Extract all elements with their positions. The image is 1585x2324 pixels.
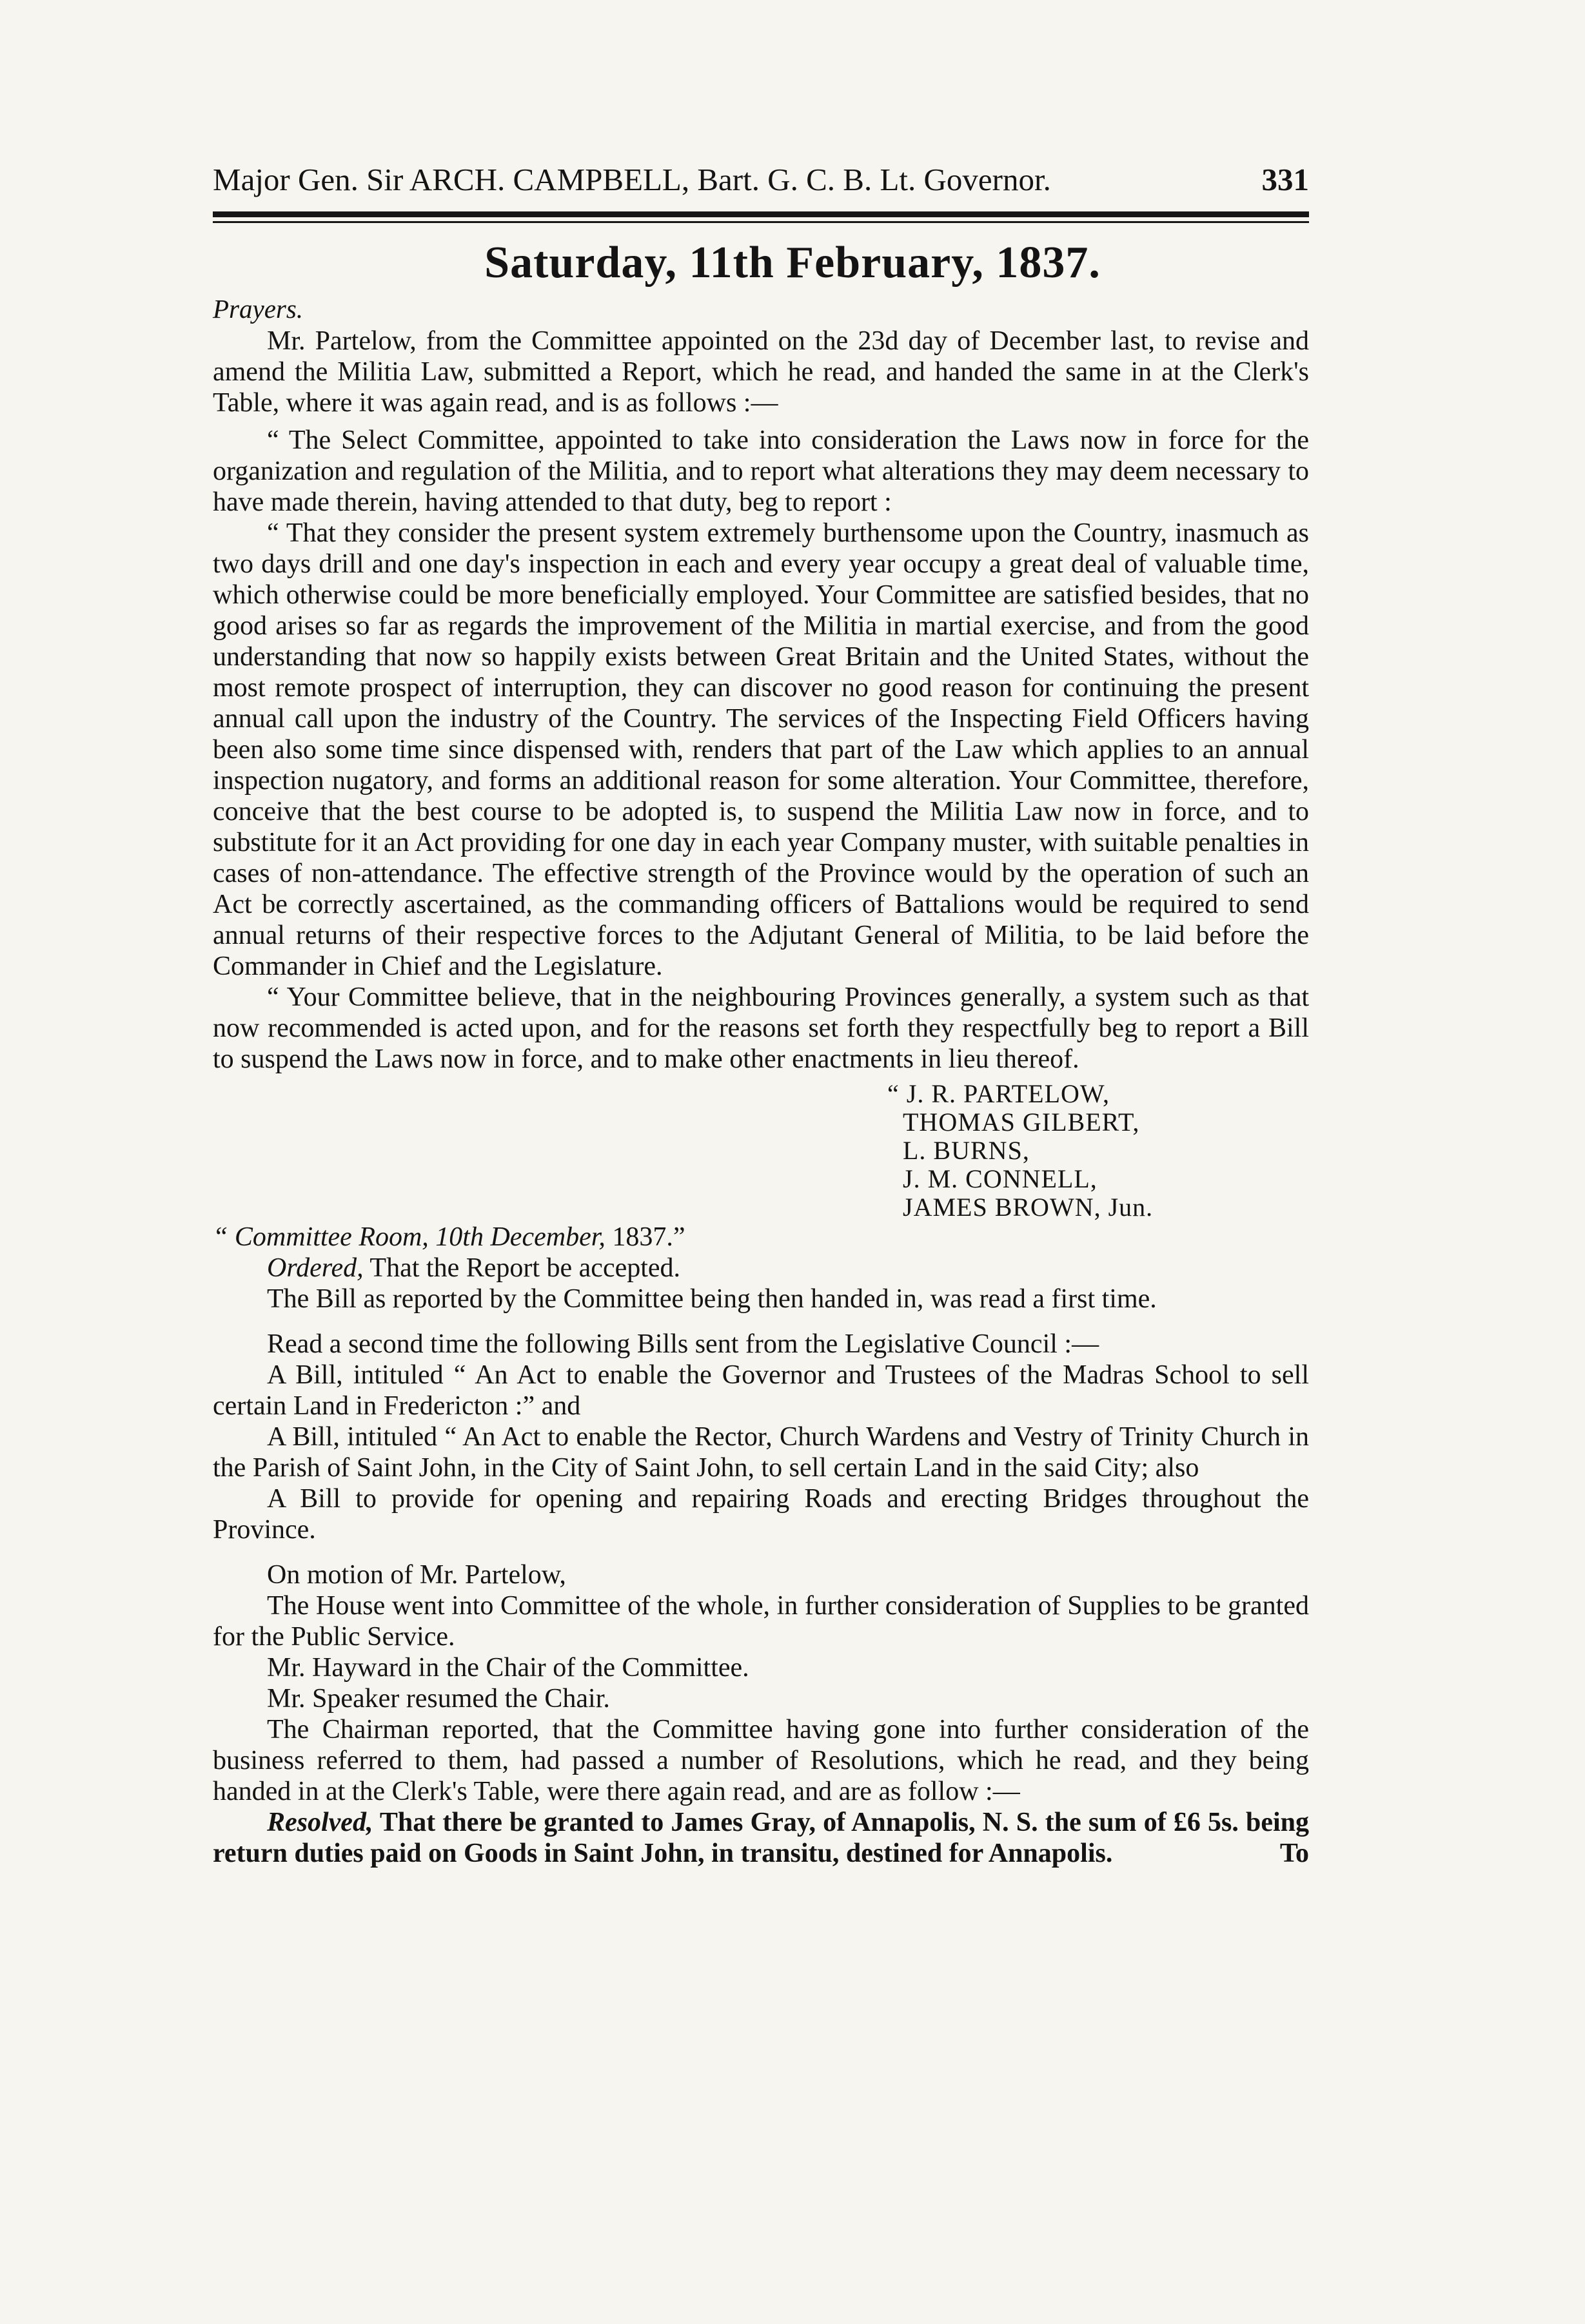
body-text: [213, 326, 1309, 1869]
paragraph-bill-trinity-church: A Bill, intituled “ An Act to enable the Rector, Church Wardens and Vestry of Trinity Church in the Parish of Saint John, in the City of Saint John, to sell certain Land in the said City; also: [213, 1422, 1309, 1483]
signature-block: [887, 1079, 1309, 1222]
signature-line: “ J. R. PARTELOW,: [887, 1079, 1110, 1108]
signature-line: L. BURNS,: [903, 1136, 1030, 1165]
signature-line: JAMES BROWN, Jun.: [903, 1193, 1154, 1222]
committee-room-dateline: [213, 1222, 1309, 1253]
paragraph-report-intro: Mr. Partelow, from the Committee appointed on the 23d day of December last, to revise and amend the Militia Law, submitted a Report, which he read, and handed the same in at the Clerk's Table, where it was again read, and is as follows :—: [213, 326, 1309, 418]
paragraph-resolved: [213, 1807, 1309, 1869]
running-head: [213, 161, 1309, 198]
running-head-title: Major Gen. Sir ARCH. CAMPBELL, Bart. G. C. B. Lt. Governor.: [213, 162, 1051, 197]
date-heading: Saturday, 11th February, 1837.: [484, 238, 1101, 288]
paragraph-ordered: [213, 1253, 1309, 1284]
paragraph-first-reading: The Bill as reported by the Committee being then handed in, was read a first time.: [267, 1284, 1157, 1314]
paragraph-bill-madras-school: A Bill, intituled “ An Act to enable the Governor and Trustees of the Madras School to sell certain Land in Fredericton :” and: [213, 1360, 1309, 1421]
paragraph-bill-roads-bridges: A Bill to provide for opening and repairing Roads and erecting Bridges throughout the Province.: [213, 1484, 1309, 1545]
catchword: To: [1279, 1839, 1309, 1868]
header-rule-thick: [213, 211, 1309, 217]
paragraph-select-committee: “ The Select Committee, appointed to take into consideration the Laws now in force for the organization and regulation of the Militia, and to report what alterations they may deem necessary to have made therein, having attended to that duty, beg to report :: [213, 425, 1309, 517]
paragraph-second-reading: Read a second time the following Bills sent from the Legislative Council :—: [267, 1329, 1099, 1359]
paragraph-committee-findings: “ That they consider the present system extremely burthensome upon the Country, inasmuch as two days drill and one day's inspection in each and every year occupy a great deal of valuable time, which otherwise could be more beneficially employed. Your Committee are satisfied besides, that no good arises so far as regards the improvement of the Militia in martial exercise, and from the good understanding that now so happily exists between Great Britain and the United States, without the most remote prospect of interruption, they can discover no good reason for continuing the present annual call upon the industry of the Country. The services of the Inspecting Field Officers having been also some time since dispensed with, renders that part of the Law which applies to an annual inspection nugatory, and forms an additional reason for some alteration. Your Committee, therefore, conceive that the best course to be adopted is, to suspend the Militia Law now in force, and to substitute for it an Act providing for one day in each year Company muster, with suitable penalties in cases of non-attendance. The effective strength of the Province would by the operation of such an Act be correctly ascertained, as the commanding officers of Battalions would be required to send annual returns of their respective forces to the Adjutant General of Militia, to be laid before the Commander in Chief and the Legislature.: [213, 518, 1309, 981]
header-rule-thin: [213, 221, 1309, 223]
resolved-text: That there be granted to James Gray, of Annapolis, N. S. the sum of £6 5s. being return duties paid on Goods in Saint John, in transitu, destined for Annapolis.: [213, 1808, 1309, 1868]
page-number: 331: [1261, 162, 1309, 197]
resolved-lead: Resolved,: [267, 1808, 373, 1837]
committee-room-place: “ Committee Room, 10th December,: [213, 1222, 605, 1252]
committee-room-year: 1837.”: [605, 1222, 685, 1252]
signature-line: THOMAS GILBERT,: [903, 1108, 1140, 1137]
paragraph-motion: On motion of Mr. Partelow,: [267, 1560, 566, 1590]
paragraph-committee-whole: The House went into Committee of the whole, in further consideration of Supplies to be granted for the Public Service.: [213, 1591, 1309, 1652]
paragraph-chair: Mr. Hayward in the Chair of the Committee.: [267, 1653, 749, 1683]
signature-line: J. M. CONNELL,: [903, 1164, 1098, 1193]
paragraph-committee-recommendation: “ Your Committee believe, that in the neighbouring Provinces generally, a system such as that now recommended is acted upon, and for the reasons set forth they respectfully beg to report a Bill to suspend the Laws now in force, and to make other enactments in lieu thereof.: [213, 982, 1309, 1074]
ordered-lead: Ordered,: [267, 1253, 364, 1283]
margin-note: Prayers.: [213, 294, 304, 324]
ordered-text: That the Report be accepted.: [363, 1253, 681, 1283]
paragraph-speaker: Mr. Speaker resumed the Chair.: [267, 1684, 610, 1714]
paragraph-chairman-report: The Chairman reported, that the Committee having gone into further consideration of the business referred to them, had passed a number of Resolutions, which he read, and they being handed in at the Clerk's Table, were there again read, and are as follow :—: [213, 1715, 1309, 1806]
